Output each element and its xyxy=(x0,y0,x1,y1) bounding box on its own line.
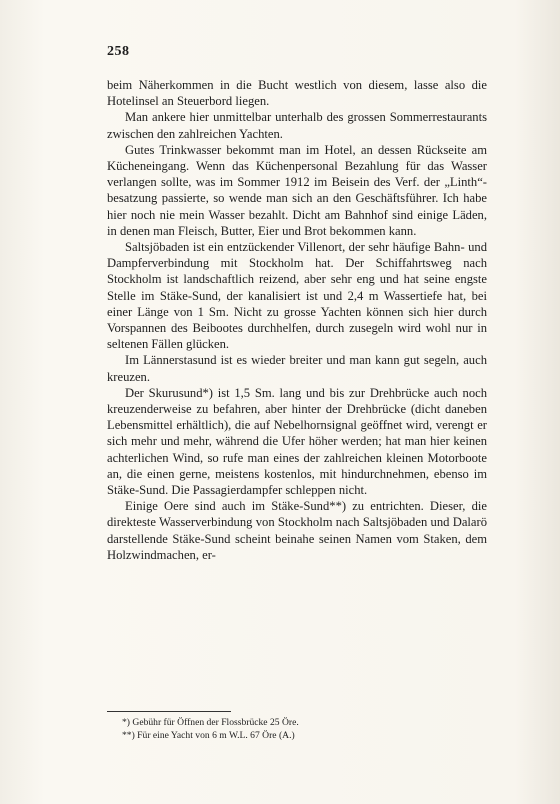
paragraph: Im Lännerstasund ist es wieder breiter und man kann gut segeln, auch kreuzen. xyxy=(107,353,487,384)
paragraph: Gutes Trinkwasser bekommt man im Hotel, an dessen Rückseite am Kücheneingang. Wenn das Küchenpersonal Bezahlung für das Wasser verlangen sollte, was im Sommer 1912 im Beisein des Verf. der „Linth“-besatzung passierte, so wende man sich an den Geschäftsführer. Ich habe hier noch nie mein Wasser bezahlt. Dicht am Bahnhof sind einige Läden, in denen man Fleisch, Butter, Eier und Brot bekommen kann. xyxy=(107,142,487,238)
footnote: **) Für eine Yacht von 6 m W.L. 67 Öre (A.) xyxy=(122,730,295,741)
footnote-rule xyxy=(107,711,231,712)
paragraph: Der Skurusund*) ist 1,5 Sm. lang und bis zur Drehbrücke auch noch kreuzenderweise zu befahren, aber hinter der Drehbrücke (dicht daneben Lebensmittel erhältlich), die auf Nebelhornsignal geöffnet wird, verengt er sich mehr und mehr, während die Ufer höher werden; hat man hier keinen achterlichen Wind, so rufe man eines der zahlreichen kleinen Motorboote an, die einen gerne, meistens kostenlos, mit hindurchnehmen, ebenso im Stäke-Sund. Die Passagierdampfer schleppen nicht. xyxy=(107,385,487,498)
footnotes xyxy=(122,716,482,742)
paragraph: beim Näherkommen in die Bucht westlich von diesem, lasse also die Hotelinsel an Steuerbord liegen. xyxy=(107,78,487,109)
paragraph: Man ankere hier unmittelbar unterhalb des grossen Sommerrestaurants zwischen den zahlreichen Yachten. xyxy=(107,110,487,141)
paragraph: Saltsjöbaden ist ein entzückender Villenort, der sehr häufige Bahn- und Dampferverbindung mit Stockholm hat. Der Schiffahrtsweg nach Stockholm ist landschaftlich reizend, aber sehr eng und hat seine engste Stelle im Stäke-Sund, der kanalisiert ist und 2,4 m Wassertiefe hat, bei einer Länge von 1 Sm. Nicht zu grosse Yachten können sich hier durch Vorspannen des Beibootes durchhelfen, durch zusegeln wird wohl nur in seltenen Fällen glücken. xyxy=(107,240,487,352)
page-number: 258 xyxy=(107,44,130,59)
footnote: *) Gebühr für Öffnen der Flossbrücke 25 Öre. xyxy=(122,717,299,728)
body-text xyxy=(107,77,487,563)
paragraph: Einige Oere sind auch im Stäke-Sund**) zu entrichten. Dieser, die direkteste Wasserverbindung von Stockholm nach Saltsjöbaden und Dalarö darstellende Stäke-Sund scheint beinahe seinen Namen vom Staken, dem Holzwindmachen, er- xyxy=(107,499,487,562)
